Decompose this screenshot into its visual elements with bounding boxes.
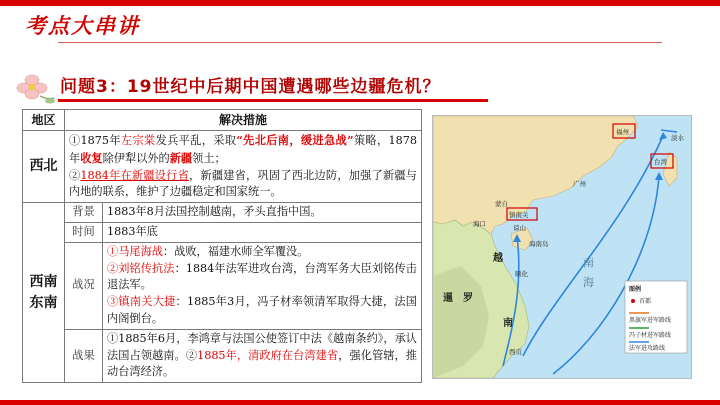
col-measures-header: 解决措施	[65, 110, 422, 131]
table-row-war	[23, 242, 422, 329]
label-zhennanguan: 镇南关	[509, 211, 529, 219]
label-haikou: 海口	[473, 220, 486, 228]
label-sea: 海	[583, 276, 594, 289]
label-fuzhou: 福州	[616, 128, 629, 136]
map-legend	[625, 281, 687, 353]
bottom-red-bar	[0, 400, 720, 405]
label-nan: 南	[503, 318, 513, 329]
table-row-time	[23, 222, 422, 242]
legend-french: 法军进攻路线	[629, 345, 666, 352]
label-shunhua: 顺化	[515, 270, 528, 278]
region-southwest-southeast: 西南 东南	[23, 203, 65, 383]
label-liangshan: 谅山	[513, 224, 526, 232]
legend-title: 图例	[629, 286, 642, 293]
label-yue: 越	[493, 253, 503, 264]
label-danshui: 淡水	[671, 134, 684, 142]
label-south: 南	[583, 256, 594, 269]
label-time: 时间	[65, 222, 103, 242]
northwest-measures: ①1875年左宗棠发兵平乱，采取“先北后南，缓进急战”策略，1878年收复除伊犁以外的新疆领土； ②1884年在新疆设行省，新疆建省，巩固了西北边防，加强了新疆与内地的联系，维护了边疆稳定和国家统一。	[65, 131, 422, 203]
war-text: ①马尾海战：战败，福建水师全军覆没。 ②刘铭传抗法：1884年法军进攻台湾，台湾军务大臣刘铭传击退法军。 ③镇南关大捷：1885年3月，冯子材率领清军取得大捷，法国内阁倒台。	[103, 242, 422, 329]
flower-icon	[14, 68, 58, 108]
time-text: 1883年底	[103, 222, 422, 242]
label-xigong: 西贡	[509, 348, 522, 356]
label-war: 战况	[65, 242, 103, 329]
label-mengzi: 蒙自	[495, 200, 508, 208]
background-text: 1883年8月法国控制越南，矛头直指中国。	[103, 203, 422, 223]
top-red-bar	[0, 0, 720, 6]
sino-french-war-map	[432, 115, 692, 379]
label-xian: 暹	[443, 293, 453, 304]
legend-blackflag: 黑旗军进军路线	[629, 317, 672, 324]
legend-capital: 首都	[639, 298, 652, 305]
region-northwest: 西北	[23, 131, 65, 203]
question-underline	[58, 99, 488, 102]
measures-table	[22, 109, 422, 383]
result-text: ①1885年6月，李鸿章与法国公使签订中法《越南条约》，承认法国占领越南。②1885年，清政府在台湾建省，强化管辖，推动台湾经济。	[103, 329, 422, 382]
label-luo: 罗	[463, 293, 473, 304]
divider	[58, 42, 662, 43]
label-hainan: 海南岛	[529, 240, 549, 248]
legend-capital-marker	[631, 299, 635, 303]
label-taiwan: 台湾	[654, 158, 667, 166]
page-title: 考点大串讲	[25, 14, 140, 38]
label-background: 背景	[65, 203, 103, 223]
legend-feng: 冯子材进军路线	[629, 332, 672, 339]
label-result: 战果	[65, 329, 103, 382]
table-header-row	[23, 110, 422, 131]
table-row-northwest	[23, 131, 422, 203]
col-region-header: 地区	[23, 110, 65, 131]
label-guangzhou: 广州	[573, 180, 586, 188]
question-text: 问题3：19世纪中后期中国遭遇哪些边疆危机？	[60, 77, 441, 97]
table-row-background	[23, 203, 422, 223]
table-row-result	[23, 329, 422, 382]
